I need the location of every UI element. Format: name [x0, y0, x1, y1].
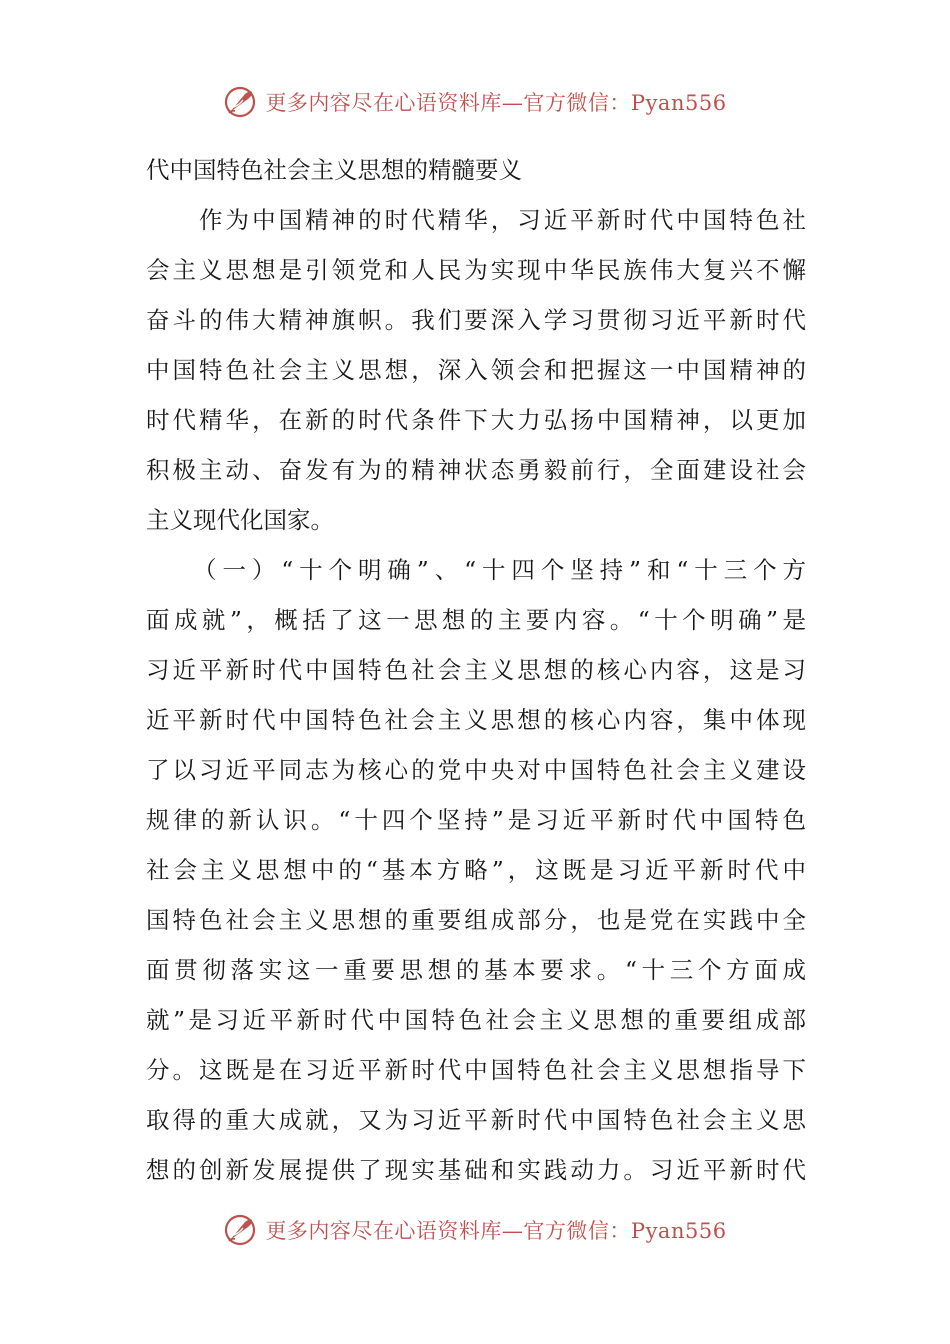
pen-quill-logo-icon [223, 85, 257, 119]
text-line: 主义现代化国家。 [146, 506, 334, 534]
text-line: 代中国特色社会主义思想的精髓要义 [146, 156, 522, 184]
text-line: 取得的重大成就，又为习近平新时代中国特色社会主义思 [146, 1106, 806, 1134]
text-line: 了以习近平同志为核心的党中央对中国特色社会主义建设 [146, 756, 806, 784]
text-line: 积极主动、奋发有为的精神状态勇毅前行，全面建设社会 [146, 456, 806, 484]
text-line: 时代精华，在新的时代条件下大力弘扬中国精神，以更加 [146, 406, 806, 434]
text-line: 想的创新发展提供了现实基础和实践动力。习近平新时代 [146, 1156, 806, 1184]
text-line: 习近平新时代中国特色社会主义思想的核心内容，这是习 [146, 656, 806, 684]
text-line: 社会主义思想中的“基本方略”，这既是习近平新时代中 [146, 856, 806, 884]
text-line: 国特色社会主义思想的重要组成部分，也是党在实践中全 [146, 906, 806, 934]
document-body [146, 145, 806, 1195]
header-banner [0, 80, 950, 124]
text-line: 面贯彻落实这一重要思想的基本要求。“十三个方面成 [146, 956, 806, 984]
pen-quill-logo-icon [223, 1213, 257, 1247]
text-line: 中国特色社会主义思想，深入领会和把握这一中国精神的 [146, 356, 806, 384]
text-line: 奋斗的伟大精神旗帜。我们要深入学习贯彻习近平新时代 [146, 306, 806, 334]
text-line: 规律的新认识。“十四个坚持”是习近平新时代中国特色 [146, 806, 806, 834]
text-line: （一）“十个明确”、“十四个坚持”和“十三个方 [146, 556, 806, 584]
text-line: 会主义思想是引领党和人民为实现中华民族伟大复兴不懈 [146, 256, 806, 284]
text-line: 分。这既是在习近平新时代中国特色社会主义思想指导下 [146, 1056, 806, 1084]
text-line: 近平新时代中国特色社会主义思想的核心内容，集中体现 [146, 706, 806, 734]
footer-banner-text: 更多内容尽在心语资料库—官方微信：Pyan556 [265, 1219, 727, 1243]
text-line: 作为中国精神的时代精华，习近平新时代中国特色社 [146, 206, 806, 234]
footer-banner [0, 1208, 950, 1252]
header-banner-text: 更多内容尽在心语资料库—官方微信：Pyan556 [265, 91, 727, 115]
text-line: 面成就”，概括了这一思想的主要内容。“十个明确”是 [146, 606, 806, 634]
text-line: 就”是习近平新时代中国特色社会主义思想的重要组成部 [146, 1006, 806, 1034]
